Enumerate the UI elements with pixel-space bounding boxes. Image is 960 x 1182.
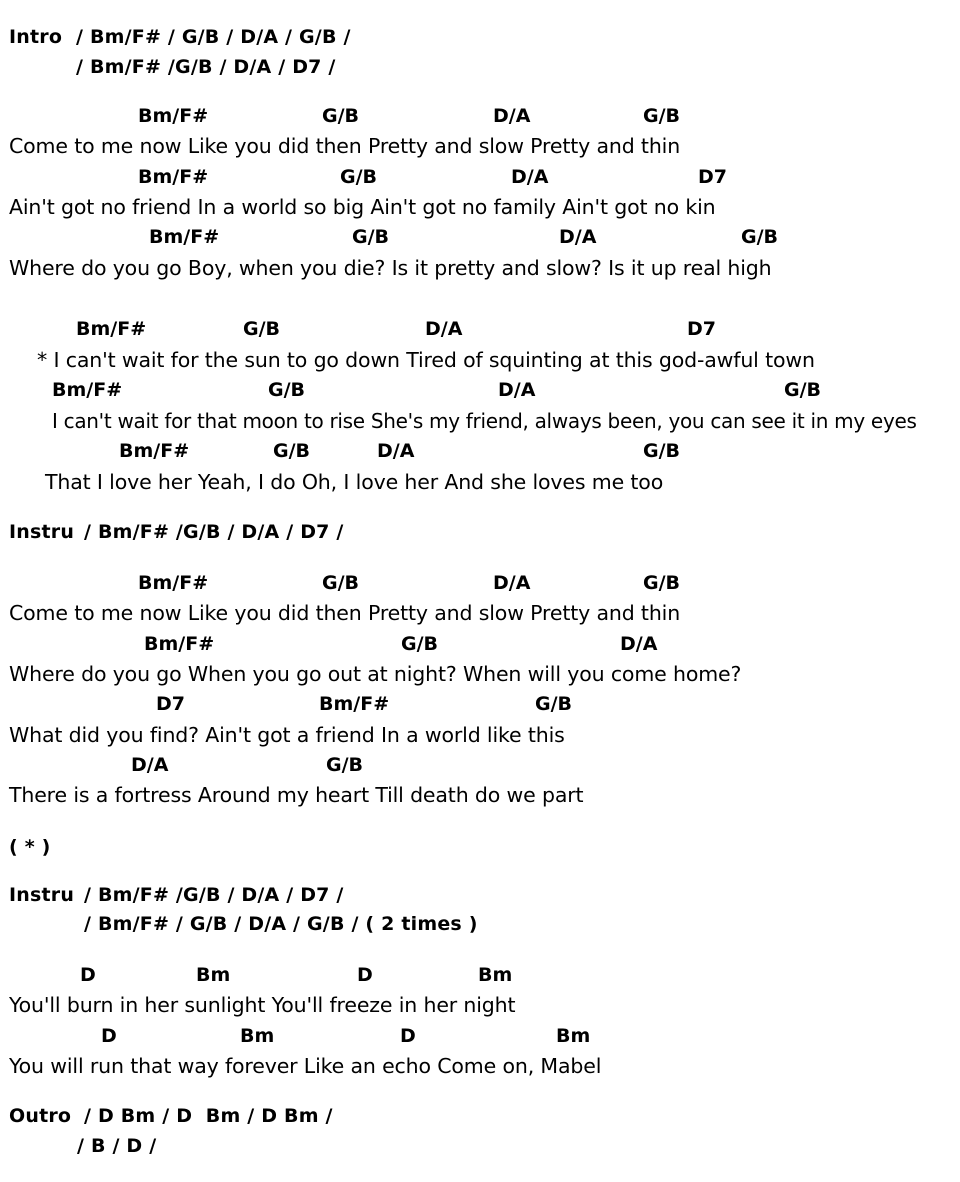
chord: D/A xyxy=(620,633,658,655)
chord: Bm xyxy=(240,1025,275,1047)
chord: Bm/F# xyxy=(138,166,209,188)
chord: D/A xyxy=(511,166,549,188)
chord: G/B xyxy=(326,754,364,776)
chord: D/A xyxy=(498,379,536,401)
chord: G/B xyxy=(643,440,681,462)
chord: D xyxy=(101,1025,117,1047)
chord: D/A xyxy=(493,572,531,594)
chorus-repeat-marker: ( * ) xyxy=(9,836,51,858)
chord: D xyxy=(357,964,373,986)
chord: Bm xyxy=(196,964,231,986)
chord: G/B xyxy=(352,226,390,248)
lyric-line: * I can't wait for the sun to go down Tired of squinting at this god-awful town xyxy=(37,348,815,372)
chord: G/B xyxy=(643,572,681,594)
chord: G/B xyxy=(273,440,311,462)
chord: G/B xyxy=(741,226,779,248)
instru-label: Instru xyxy=(9,521,75,543)
lyric-line: You'll burn in her sunlight You'll freeze in her night xyxy=(9,993,516,1017)
lyric-line: I can't wait for that moon to rise She's my friend, always been, you can see it in my eyes xyxy=(52,409,917,433)
chord: G/B xyxy=(268,379,306,401)
lyric-line: Where do you go When you go out at night? When will you come home? xyxy=(9,662,742,686)
outro-chord-line-2: / B / D / xyxy=(77,1135,157,1157)
chord: G/B xyxy=(243,318,281,340)
chord: D7 xyxy=(698,166,727,188)
intro-label: Intro xyxy=(9,26,63,48)
lyric-line: Come to me now Like you did then Pretty and slow Pretty and thin xyxy=(9,134,681,158)
chord: D/A xyxy=(425,318,463,340)
lyric-line: What did you find? Ain't got a friend In a world like this xyxy=(9,723,565,747)
chord: G/B xyxy=(322,572,360,594)
chord: G/B xyxy=(401,633,439,655)
chord: D/A xyxy=(493,105,531,127)
instru-label: Instru xyxy=(9,884,75,906)
chord: D xyxy=(400,1025,416,1047)
instru-chord-line-2: / Bm/F# / G/B / D/A / G/B / ( 2 times ) xyxy=(84,913,478,935)
lyric-line: Come to me now Like you did then Pretty and slow Pretty and thin xyxy=(9,601,681,625)
outro-chord-line-1: / D Bm / D Bm / D Bm / xyxy=(84,1105,333,1127)
chord: Bm/F# xyxy=(138,572,209,594)
lyric-line: You will run that way forever Like an echo Come on, Mabel xyxy=(9,1054,602,1078)
chord: Bm/F# xyxy=(144,633,215,655)
chord: G/B xyxy=(322,105,360,127)
lyric-line: There is a fortress Around my heart Till death do we part xyxy=(9,783,584,807)
instru-chord-line-1: / Bm/F# /G/B / D/A / D7 / xyxy=(84,884,344,906)
intro-chord-line-1: / Bm/F# / G/B / D/A / G/B / xyxy=(76,26,351,48)
chord: G/B xyxy=(535,693,573,715)
chord: Bm/F# xyxy=(76,318,147,340)
lyric-line: Where do you go Boy, when you die? Is it pretty and slow? Is it up real high xyxy=(9,256,772,280)
intro-chord-line-2: / Bm/F# /G/B / D/A / D7 / xyxy=(76,56,336,78)
chord: D/A xyxy=(559,226,597,248)
chord: D7 xyxy=(156,693,185,715)
chord: D/A xyxy=(131,754,169,776)
instru-chord-line: / Bm/F# /G/B / D/A / D7 / xyxy=(84,521,344,543)
lyric-line: Ain't got no friend In a world so big Ain't got no family Ain't got no kin xyxy=(9,195,716,219)
chord: G/B xyxy=(340,166,378,188)
chord: G/B xyxy=(643,105,681,127)
chord: D/A xyxy=(377,440,415,462)
chord: Bm/F# xyxy=(138,105,209,127)
chord: Bm/F# xyxy=(119,440,190,462)
lyric-line: That I love her Yeah, I do Oh, I love her And she loves me too xyxy=(45,470,664,494)
outro-label: Outro xyxy=(9,1105,72,1127)
chord: Bm/F# xyxy=(52,379,123,401)
chord: Bm/F# xyxy=(149,226,220,248)
chord: Bm xyxy=(556,1025,591,1047)
chord: Bm xyxy=(478,964,513,986)
chord: Bm/F# xyxy=(319,693,390,715)
chord: D xyxy=(80,964,96,986)
chord: G/B xyxy=(784,379,822,401)
chord: D7 xyxy=(687,318,716,340)
